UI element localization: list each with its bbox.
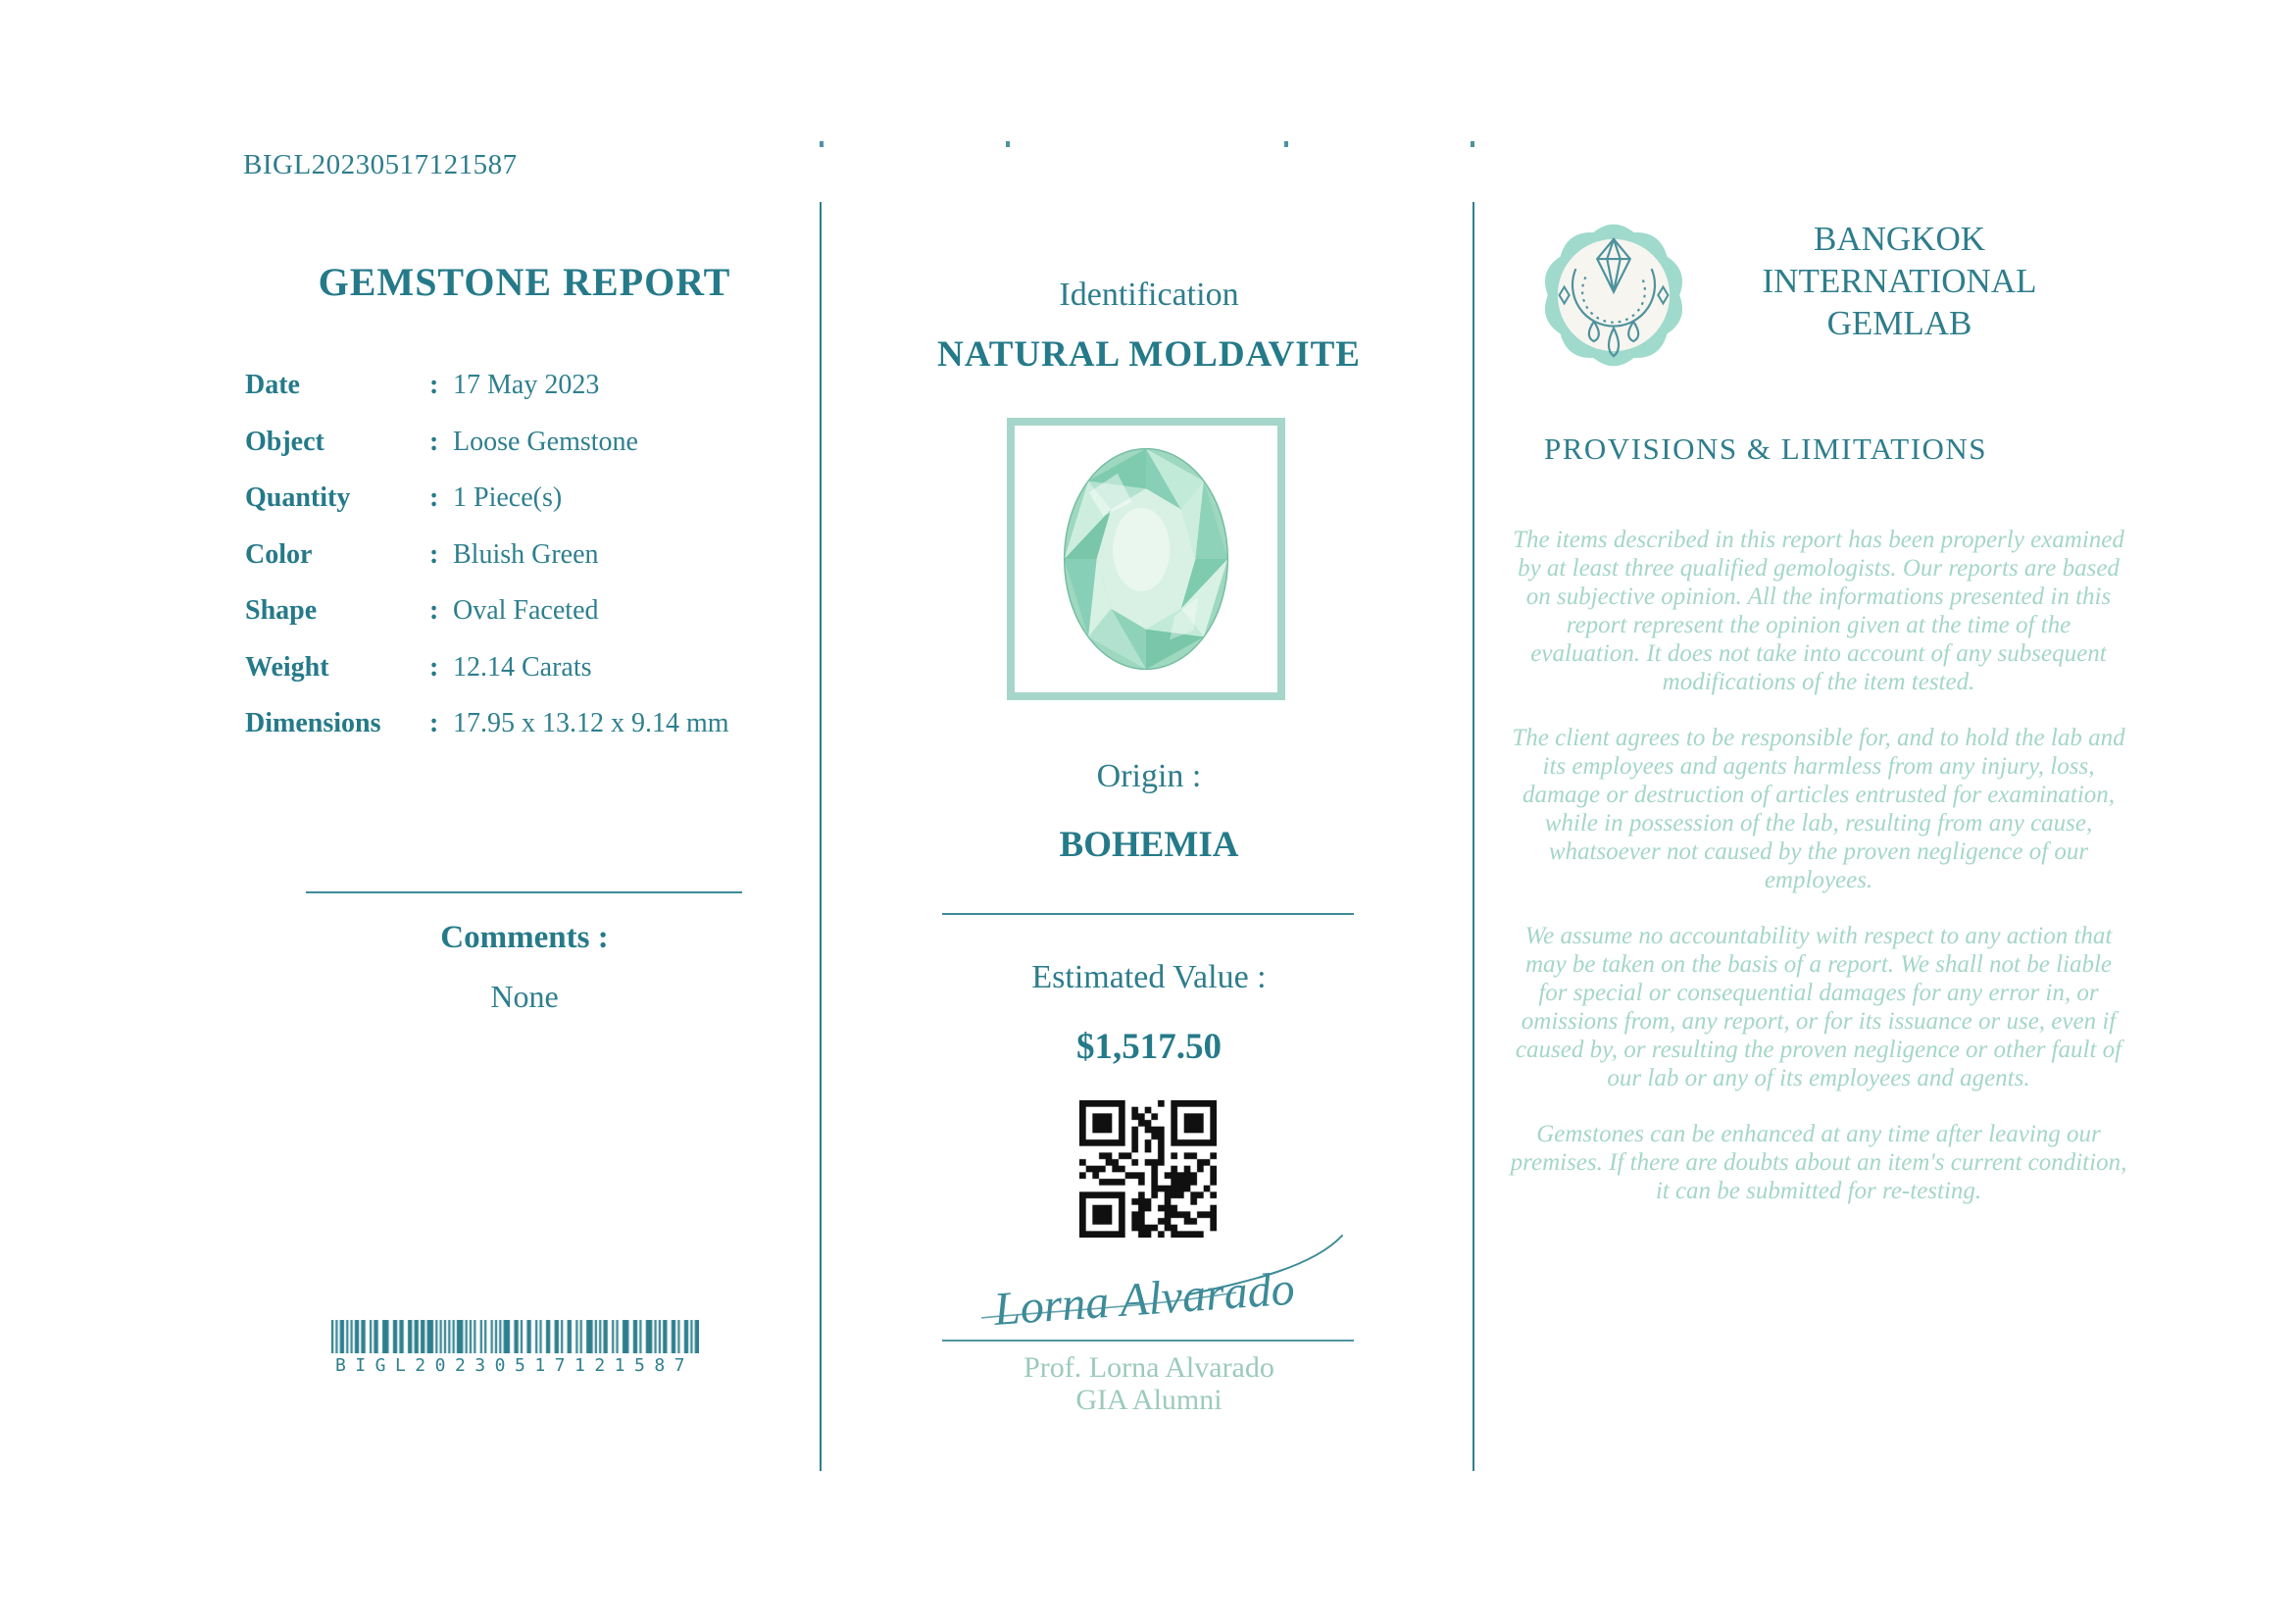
field-label: Object bbox=[245, 426, 324, 457]
fold-mark bbox=[1284, 141, 1288, 147]
field-row-color bbox=[245, 540, 794, 569]
barcode bbox=[328, 1320, 701, 1376]
estimated-value-label: Estimated Value : bbox=[1031, 959, 1267, 995]
signature-script bbox=[942, 1232, 1354, 1338]
field-row-date bbox=[245, 371, 794, 399]
identification-label: Identification bbox=[1059, 277, 1239, 313]
signatory-name: Prof. Lorna Alvarado bbox=[1023, 1351, 1274, 1384]
field-colon: : bbox=[429, 651, 439, 683]
report-number: BIGL20230517121587 bbox=[243, 149, 518, 180]
field-label: Date bbox=[245, 370, 300, 400]
signature-underline bbox=[942, 1340, 1354, 1342]
field-value: 1 Piece(s) bbox=[453, 482, 563, 513]
field-value: 12.14 Carats bbox=[453, 651, 592, 683]
estimated-value-amount: $1,517.50 bbox=[1076, 1027, 1222, 1067]
fold-mark bbox=[1471, 141, 1474, 147]
qr-code bbox=[1079, 1100, 1217, 1238]
field-value: Oval Faceted bbox=[453, 595, 599, 626]
provision-paragraph: We assume no accountability with respect to any action that may be taken on the basis of a report. We shall not be liable for special or consequential damages for any error in, or omissions from, any report, or for its issuance or use, even if caused by, or resulting the proven negligence or other fault of our lab or any of its employees and agents. bbox=[1515, 923, 2122, 1091]
field-value: Bluish Green bbox=[453, 538, 599, 570]
page-title: GEMSTONE REPORT bbox=[318, 260, 731, 304]
origin-label: Origin : bbox=[1096, 758, 1202, 794]
field-colon: : bbox=[429, 426, 439, 457]
comments-divider bbox=[306, 891, 742, 893]
report-details-column bbox=[235, 0, 814, 1621]
lab-name-line: GEMLAB bbox=[1826, 304, 1972, 342]
lab-name-line: INTERNATIONAL bbox=[1762, 262, 2037, 300]
field-value: 17.95 x 13.12 x 9.14 mm bbox=[453, 708, 729, 738]
provision-paragraph: Gemstones can be enhanced at any time after leaving our premises. If there are doubts about an item's current condition, it can be submitted for re-testing. bbox=[1510, 1121, 2127, 1204]
field-label: Weight bbox=[245, 651, 329, 683]
field-label: Color bbox=[245, 538, 313, 570]
field-label: Dimensions bbox=[245, 708, 381, 738]
signature-name: Lorna Alvarado bbox=[992, 1262, 1297, 1336]
gemstone-image bbox=[1048, 435, 1244, 683]
field-row-object bbox=[245, 428, 794, 456]
signature bbox=[942, 1232, 1354, 1338]
fold-mark bbox=[1006, 141, 1010, 147]
field-label: Quantity bbox=[245, 482, 351, 513]
field-row-quantity bbox=[245, 483, 794, 512]
field-row-dimensions bbox=[245, 709, 794, 737]
barcode-text: BIGL20230517121587 bbox=[334, 1355, 695, 1376]
gemstone-photo bbox=[1007, 418, 1285, 700]
field-label: Shape bbox=[245, 595, 318, 626]
report-fields bbox=[245, 371, 794, 766]
field-colon: : bbox=[429, 708, 439, 738]
column-divider-right bbox=[1472, 202, 1474, 1471]
comments-label: Comments : bbox=[440, 920, 609, 955]
origin-value: BOHEMIA bbox=[1059, 825, 1239, 865]
species-name: NATURAL MOLDAVITE bbox=[937, 334, 1361, 375]
provisions-title: PROVISIONS & LIMITATIONS bbox=[1544, 431, 1988, 466]
field-colon: : bbox=[429, 595, 439, 626]
column-divider-left bbox=[820, 202, 822, 1471]
field-colon: : bbox=[429, 538, 439, 570]
field-colon: : bbox=[429, 370, 439, 400]
signatory-title: GIA Alumni bbox=[1075, 1384, 1223, 1416]
field-value: Loose Gemstone bbox=[453, 426, 638, 457]
field-row-weight bbox=[245, 653, 794, 682]
lab-logo-badge bbox=[1531, 213, 1696, 378]
field-row-shape bbox=[245, 596, 794, 625]
lab-name-line: BANGKOK bbox=[1814, 220, 1985, 258]
field-value: 17 May 2023 bbox=[453, 370, 600, 400]
lab-name bbox=[1711, 218, 2088, 344]
lab-logo bbox=[1531, 213, 1696, 378]
barcode-bars bbox=[331, 1320, 699, 1353]
provision-paragraph: The client agrees to be responsible for, and to hold the lab and its employees and agents harmless from any injury, loss, damage or destruction of articles entrusted for examination, while in possession of the lab, resulting from any cause, whatsoever not caused by the proven negligence of our employees. bbox=[1512, 725, 2125, 893]
origin-divider bbox=[942, 913, 1354, 915]
field-colon: : bbox=[429, 482, 439, 513]
fold-mark bbox=[820, 141, 824, 147]
comments-value: None bbox=[490, 979, 559, 1014]
provision-paragraph: The items described in this report has been properly examined by at least three qualified gemologists. Our reports are based on subjective opinion. All the informations presented in this report represent the opinion given at the time of the evaluation. It does not take into account of any subsequent modifications of the item tested. bbox=[1513, 527, 2124, 695]
provisions-text bbox=[1510, 526, 2127, 1233]
